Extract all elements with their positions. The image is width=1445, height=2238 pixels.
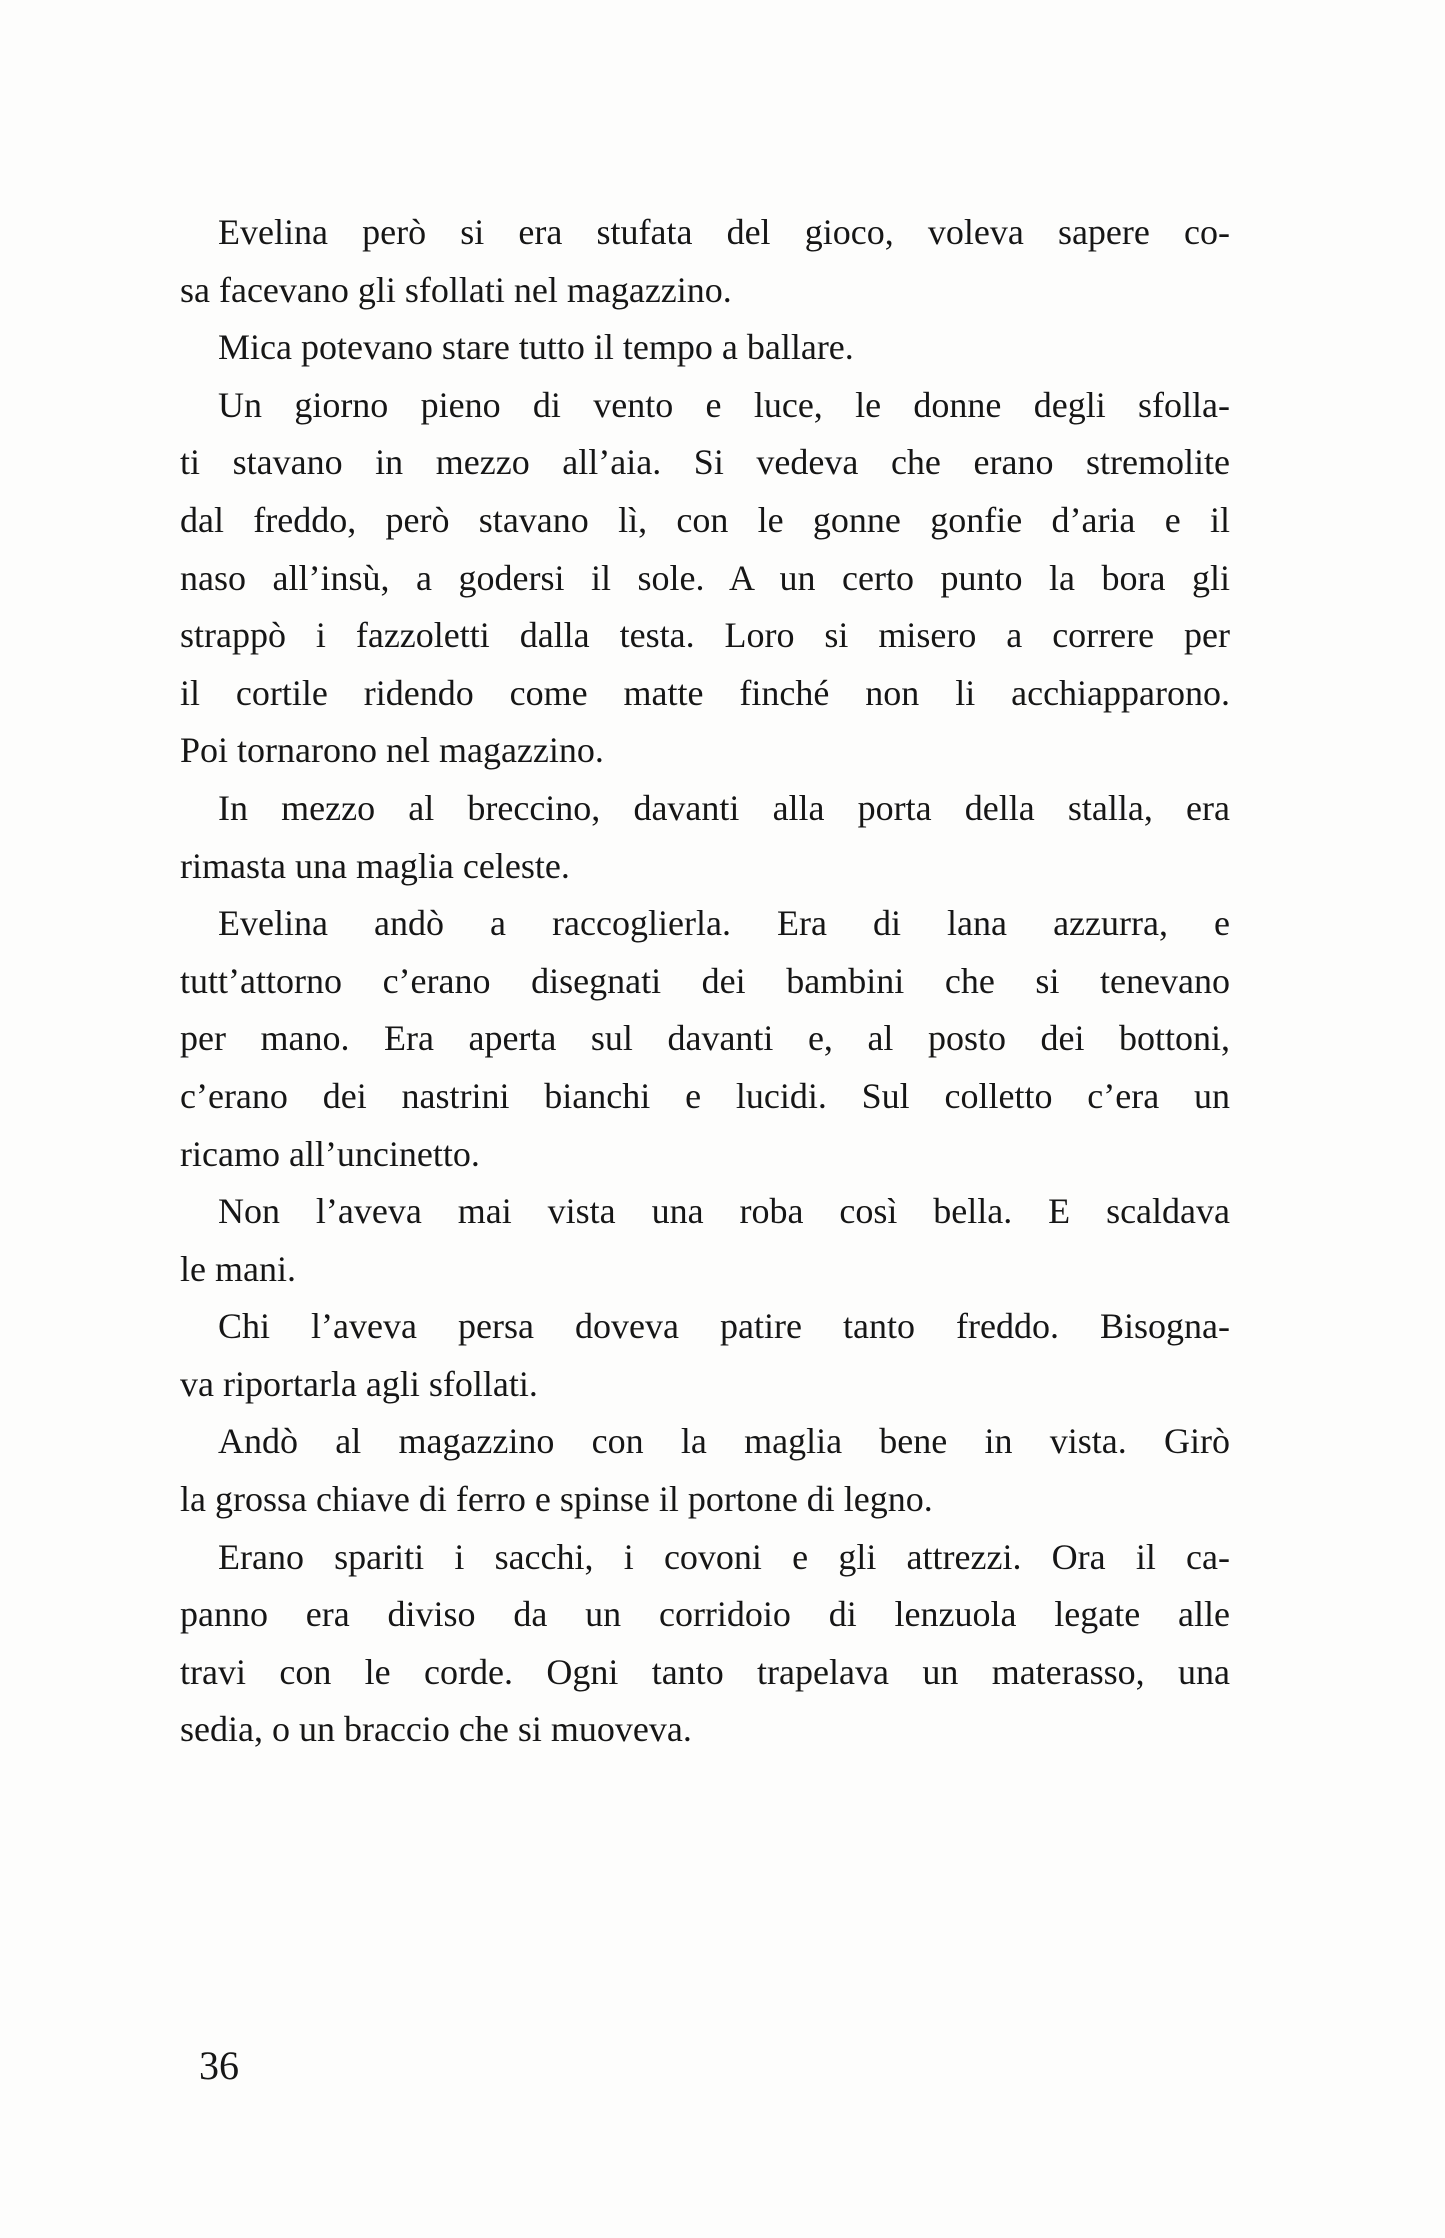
text-line: va riportarla agli sfollati. xyxy=(180,1363,538,1404)
text-line: Erano spariti i sacchi, i covoni e gli attrezzi. Ora il ca- xyxy=(218,1536,1230,1577)
text-line: In mezzo al breccino, davanti alla porta della stalla, era xyxy=(218,787,1230,828)
text-line: Evelina andò a raccoglierla. Era di lana azzurra, e xyxy=(218,903,1230,944)
text-line: Non l’aveva mai vista una roba così bella. E scaldava xyxy=(218,1191,1230,1232)
text-line: naso all’insù, a godersi il sole. A un certo punto la bora gli xyxy=(180,557,1230,598)
text-line: rimasta una maglia celeste. xyxy=(180,845,570,886)
text-line: Evelina però si era stufata del gioco, voleva sapere co- xyxy=(218,212,1230,252)
text-line: per mano. Era aperta sul davanti e, al posto dei bottoni, xyxy=(180,1018,1230,1059)
text-line: travi con le corde. Ogni tanto trapelava un materasso, una xyxy=(180,1651,1230,1692)
text-line: ti stavano in mezzo all’aia. Si vedeva che erano stremolite xyxy=(180,442,1230,483)
text-line: c’erano dei nastrini bianchi e lucidi. Sul colletto c’era un xyxy=(180,1075,1230,1116)
text-line: Un giorno pieno di vento e luce, le donne degli sfolla- xyxy=(218,384,1230,425)
text-line: Mica potevano stare tutto il tempo a ballare. xyxy=(218,327,854,368)
text-line: la grossa chiave di ferro e spinse il portone di legno. xyxy=(180,1479,933,1520)
text-line: sedia, o un braccio che si muoveva. xyxy=(180,1709,692,1750)
text-line: Chi l’aveva persa doveva patire tanto freddo. Bisogna- xyxy=(218,1306,1230,1347)
text-line: sa facevano gli sfollati nel magazzino. xyxy=(180,269,732,310)
body-text xyxy=(180,204,1230,1759)
text-line: strappò i fazzoletti dalla testa. Loro si misero a correre per xyxy=(180,615,1230,656)
text-line: le mani. xyxy=(180,1248,296,1289)
text-line: ricamo all’uncinetto. xyxy=(180,1133,480,1174)
text-line: tutt’attorno c’erano disegnati dei bambini che si tenevano xyxy=(180,960,1230,1001)
page-number: 36 xyxy=(199,2043,239,2088)
text-line: il cortile ridendo come matte finché non li acchiapparono. xyxy=(180,672,1230,713)
text-line: Andò al magazzino con la maglia bene in vista. Girò xyxy=(218,1421,1230,1462)
text-line: Poi tornarono nel magazzino. xyxy=(180,730,604,771)
text-line: dal freddo, però stavano lì, con le gonne gonfie d’aria e il xyxy=(180,499,1230,540)
text-line: panno era diviso da un corridoio di lenzuola legate alle xyxy=(180,1594,1230,1635)
